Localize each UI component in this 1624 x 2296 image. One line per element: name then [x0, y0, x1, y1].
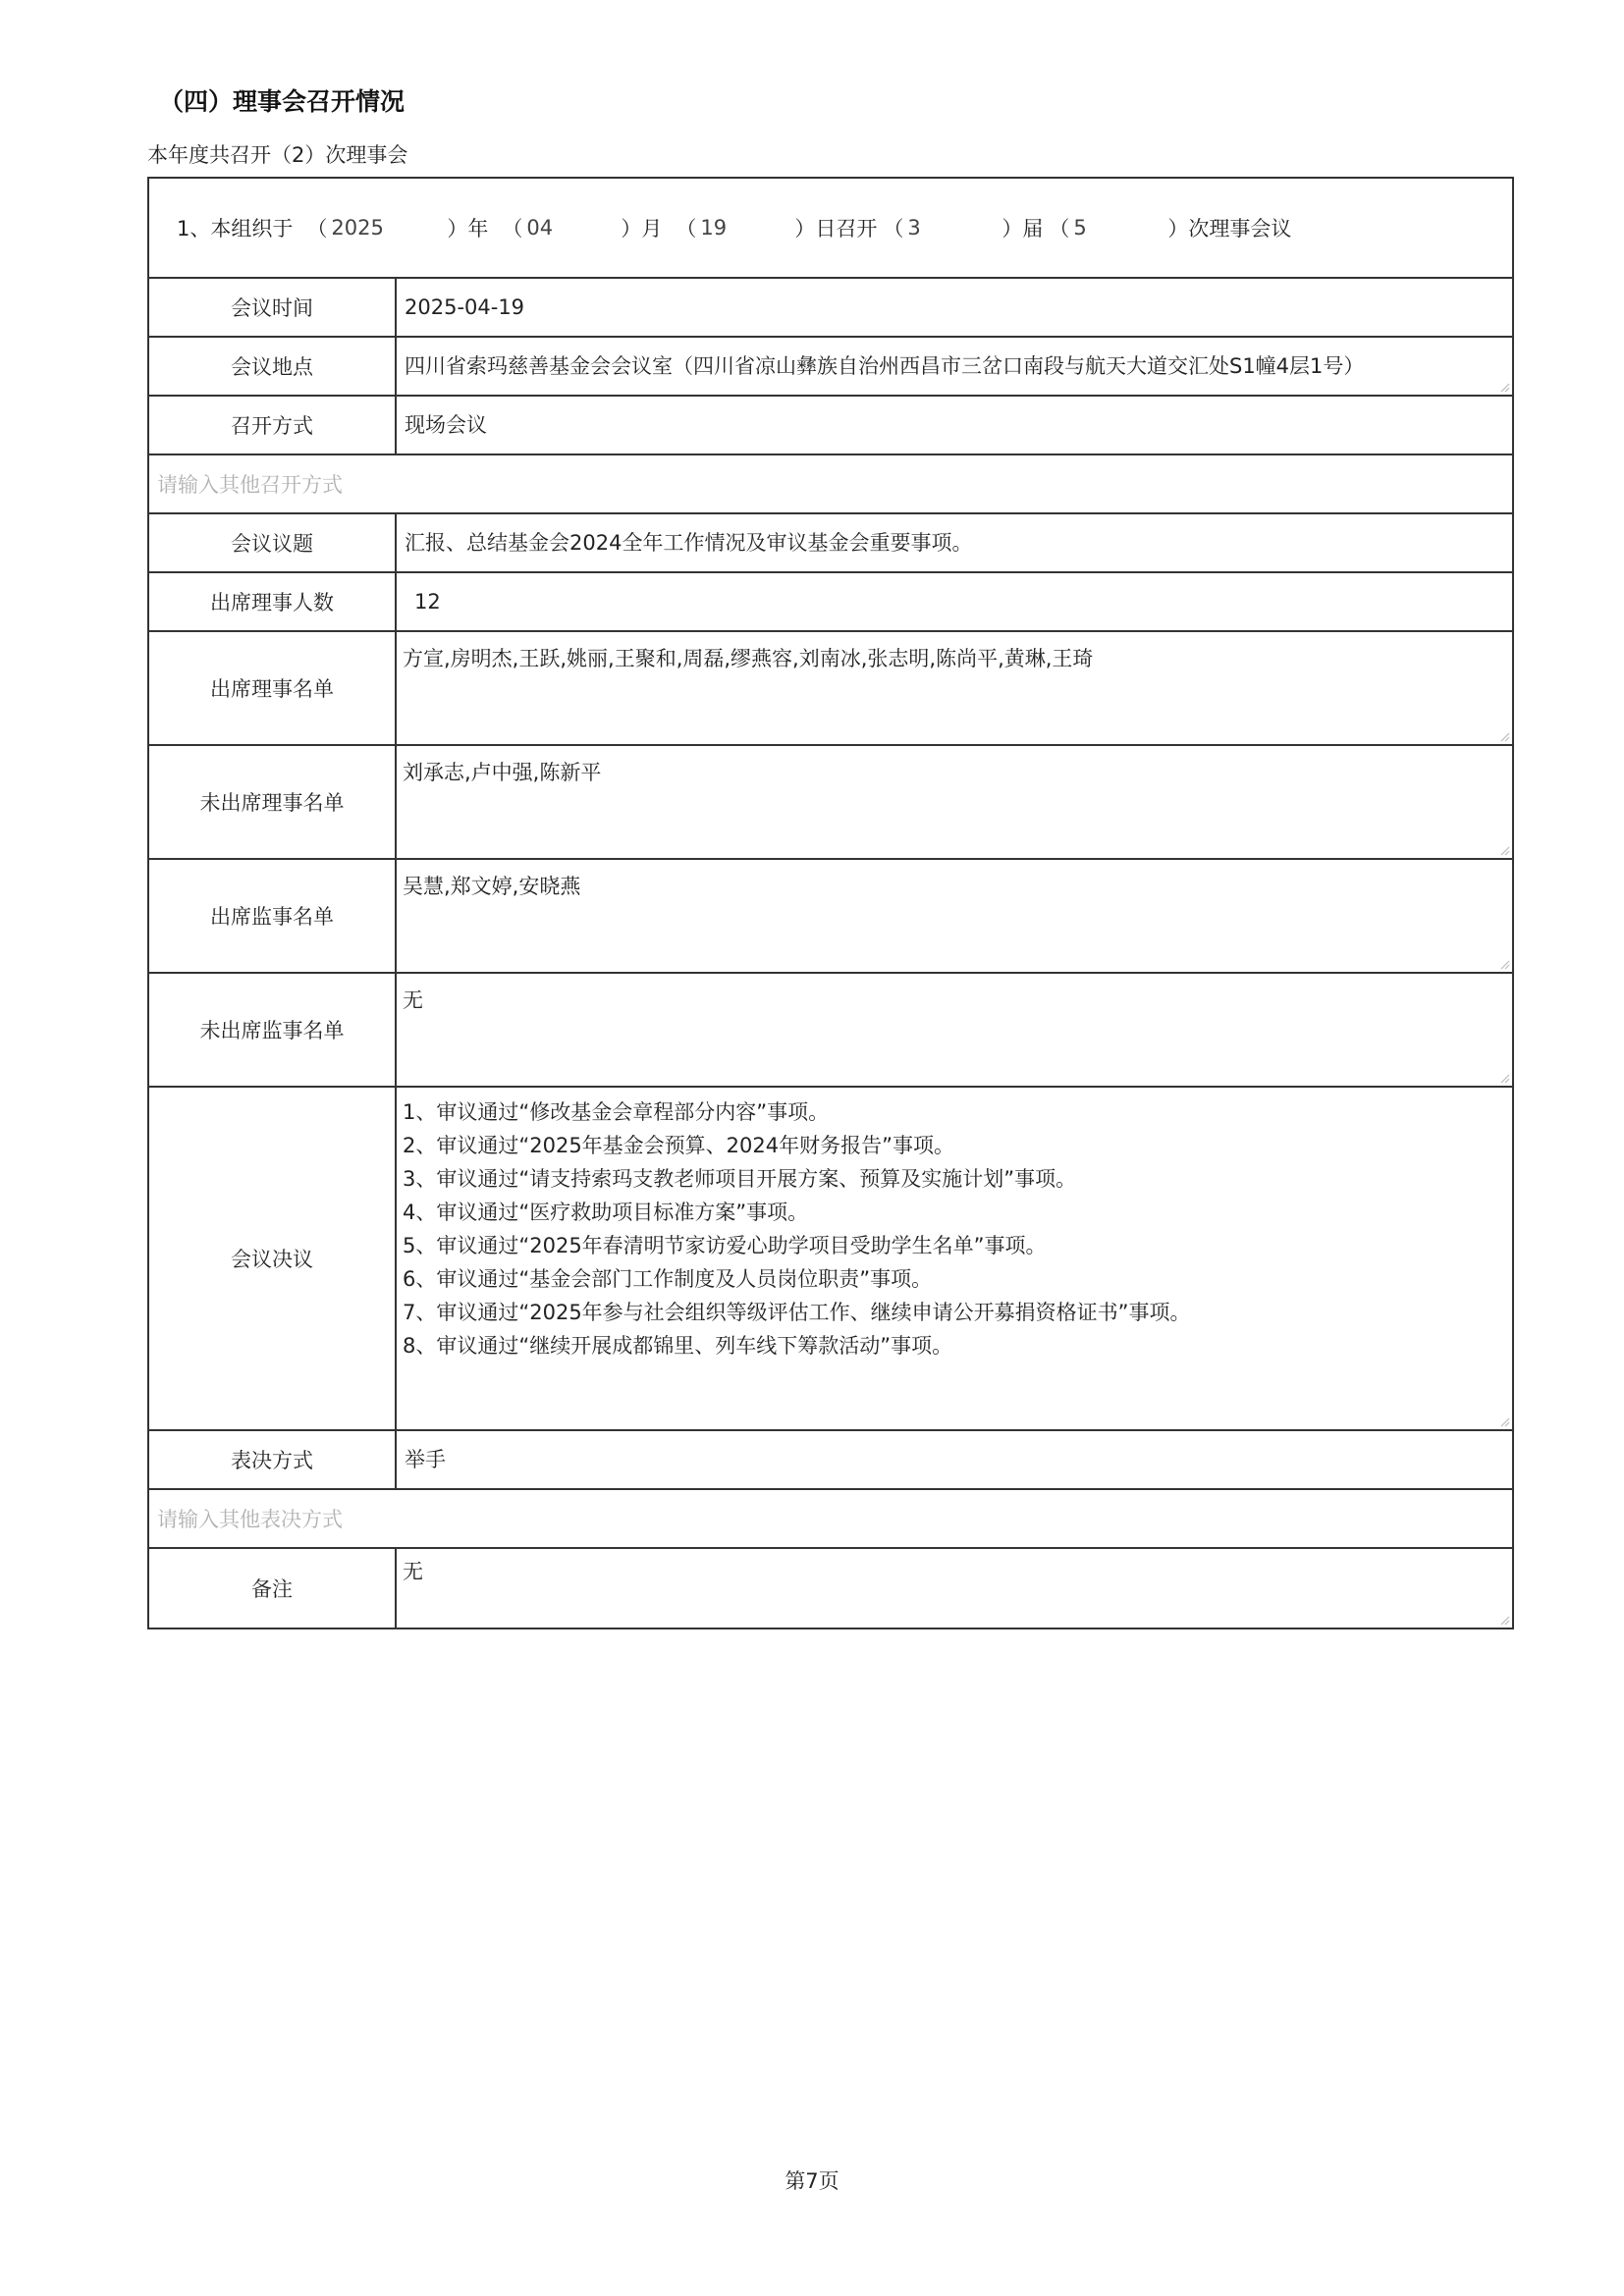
absent-list-text: 刘承志,卢中强,陈新平 — [403, 761, 602, 784]
resize-grip-icon[interactable] — [1498, 1614, 1510, 1626]
page-number: 第7页 — [785, 2169, 839, 2193]
supervisor-list-row — [149, 858, 1512, 972]
remarks-label: 备注 — [149, 1549, 397, 1628]
other-mode-row — [149, 454, 1512, 512]
absent-list-row — [149, 744, 1512, 858]
attendee-count-row — [149, 571, 1512, 630]
absent-supervisor-text: 无 — [403, 988, 423, 1012]
meeting-place-label: 会议地点 — [149, 338, 397, 395]
close-paren: ） — [794, 217, 816, 240]
attendee-list-field[interactable] — [397, 632, 1512, 744]
close-paren: ） — [621, 217, 642, 240]
resolution-item: 3、审议通过“请支持索玛支教老师项目开展方案、预算及实施计划”事项。 — [403, 1167, 1077, 1191]
board-meeting-table — [147, 177, 1514, 1629]
meeting-intro-row — [149, 179, 1512, 277]
meeting-time-label: 会议时间 — [149, 279, 397, 336]
section-title: （四）理事会召开情况 — [159, 87, 406, 116]
resolution-item: 6、审议通过“基金会部门工作制度及人员岗位职责”事项。 — [403, 1267, 933, 1291]
resize-grip-icon[interactable] — [1498, 958, 1510, 970]
attendee-list-text: 方宣,房明杰,王跃,姚丽,王聚和,周磊,缪燕容,刘南冰,张志明,陈尚平,黄琳,王琦 — [403, 647, 1094, 670]
remarks-field[interactable] — [397, 1549, 1512, 1628]
topic-field[interactable]: 汇报、总结基金会2024全年工作情况及审议基金会重要事项。 — [405, 531, 973, 555]
open-paren: （ — [306, 217, 328, 240]
day-unit: 日召开 — [815, 217, 878, 240]
attendee-count-label: 出席理事人数 — [149, 573, 397, 630]
day-field[interactable]: 19 — [700, 216, 728, 240]
meeting-time-row — [149, 277, 1512, 336]
topic-label: 会议议题 — [149, 514, 397, 571]
resize-grip-icon[interactable] — [1498, 1072, 1510, 1084]
resize-grip-icon[interactable] — [1498, 730, 1510, 742]
other-vote-row — [149, 1488, 1512, 1547]
meeting-place-text: 四川省索玛慈善基金会会议室（四川省凉山彝族自治州西昌市三岔口南段与航天大道交汇处S1幢4层1号） — [405, 354, 1365, 378]
absent-supervisor-field[interactable] — [397, 974, 1512, 1086]
resolutions-list — [403, 1095, 1506, 1362]
count-unit: 次理事会议 — [1188, 217, 1292, 240]
year-unit: 年 — [467, 217, 489, 240]
close-paren: ） — [1167, 217, 1189, 240]
vote-mode-row — [149, 1429, 1512, 1488]
vote-mode-select[interactable]: 举手 — [405, 1448, 446, 1471]
resize-grip-icon[interactable] — [1498, 844, 1510, 856]
close-paren: ） — [1001, 217, 1023, 240]
meeting-count-summary: 本年度共召开（2）次理事会 — [147, 143, 408, 167]
supervisor-list-text: 吴慧,郑文婷,安晓燕 — [403, 875, 581, 898]
attendee-list-row — [149, 630, 1512, 744]
open-paren: （ — [502, 217, 523, 240]
resolution-item: 1、审议通过“修改基金会章程部分内容”事项。 — [403, 1100, 830, 1124]
remarks-row — [149, 1547, 1512, 1628]
remarks-text: 无 — [403, 1560, 423, 1583]
resolution-item: 7、审议通过“2025年参与社会组织等级评估工作、继续申请公开募捐资格证书”事项。 — [403, 1301, 1191, 1324]
month-unit: 月 — [641, 217, 663, 240]
intro-prefix: 1、本组织于 — [177, 217, 294, 240]
resize-grip-icon[interactable] — [1498, 381, 1510, 393]
session-unit: 届 — [1022, 217, 1044, 240]
absent-list-field[interactable] — [397, 746, 1512, 858]
vote-mode-label: 表决方式 — [149, 1431, 397, 1488]
resolution-item: 4、审议通过“医疗救助项目标准方案”事项。 — [403, 1201, 809, 1224]
attendee-count-field[interactable]: 12 — [414, 590, 441, 614]
close-paren: ） — [447, 217, 468, 240]
resolution-item: 2、审议通过“2025年基金会预算、2024年财务报告”事项。 — [403, 1134, 955, 1157]
resolutions-field[interactable] — [397, 1088, 1512, 1429]
topic-row — [149, 512, 1512, 571]
session-field[interactable]: 3 — [907, 216, 921, 240]
absent-list-label: 未出席理事名单 — [149, 746, 397, 858]
attendee-list-label: 出席理事名单 — [149, 632, 397, 744]
open-paren: （ — [883, 217, 904, 240]
count-field[interactable]: 5 — [1073, 216, 1087, 240]
supervisor-list-label: 出席监事名单 — [149, 860, 397, 972]
meeting-mode-select[interactable]: 现场会议 — [405, 413, 487, 437]
supervisor-list-field[interactable] — [397, 860, 1512, 972]
resolutions-row — [149, 1086, 1512, 1429]
resolutions-label: 会议决议 — [149, 1088, 397, 1429]
resolution-item: 5、审议通过“2025年春清明节家访爱心助学项目受助学生名单”事项。 — [403, 1234, 1047, 1257]
absent-supervisor-label: 未出席监事名单 — [149, 974, 397, 1086]
other-mode-input[interactable]: 请输入其他召开方式 — [157, 473, 343, 497]
open-paren: （ — [676, 217, 697, 240]
other-vote-input[interactable]: 请输入其他表决方式 — [157, 1508, 343, 1531]
open-paren: （ — [1049, 217, 1070, 240]
meeting-place-field[interactable] — [397, 338, 1512, 395]
month-field[interactable]: 04 — [526, 216, 554, 240]
meeting-time-field[interactable]: 2025-04-19 — [405, 295, 525, 319]
resolution-item: 8、审议通过“继续开展成都锦里、列车线下筹款活动”事项。 — [403, 1334, 953, 1358]
meeting-mode-label: 召开方式 — [149, 397, 397, 454]
resize-grip-icon[interactable] — [1498, 1415, 1510, 1427]
absent-supervisor-row — [149, 972, 1512, 1086]
meeting-mode-row — [149, 395, 1512, 454]
meeting-place-row — [149, 336, 1512, 395]
year-field[interactable]: 2025 — [331, 216, 384, 240]
